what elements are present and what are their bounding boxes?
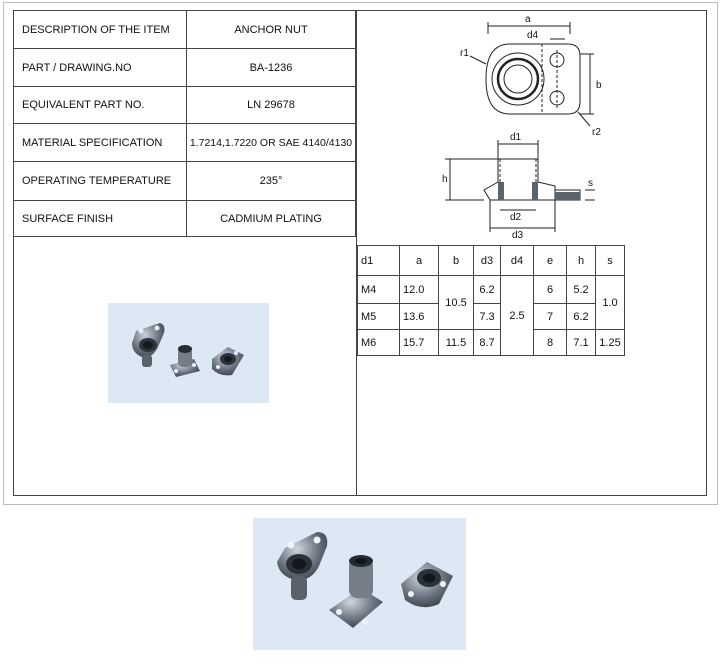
- spec-row: [14, 11, 356, 49]
- cell-d1: M6: [358, 330, 400, 356]
- cell-s: 1.25: [596, 330, 625, 356]
- cell-e: 6: [534, 276, 567, 304]
- spec-row: [14, 87, 356, 124]
- cell-d4-merged: 2.5: [501, 276, 534, 356]
- spec-value: 1.7214,1.7220 OR SAE 4140/4130: [187, 124, 356, 162]
- cell-h: 7.1: [567, 330, 596, 356]
- cell-d3: 8.7: [474, 330, 501, 356]
- nuts-illustration-large: [253, 518, 466, 650]
- cell-a: 13.6: [400, 304, 439, 330]
- spec-label: MATERIAL SPECIFICATION: [14, 124, 187, 162]
- cell-d3: 7.3: [474, 304, 501, 330]
- spec-table: [13, 10, 356, 237]
- label-d1: d1: [510, 132, 522, 143]
- spec-value: CADMIUM PLATING: [187, 201, 356, 237]
- header-e: e: [534, 246, 567, 276]
- cell-d1: M4: [358, 276, 400, 304]
- product-photo-large: [253, 518, 466, 650]
- cell-s-merged: 1.0: [596, 276, 625, 330]
- cell-b: 11.5: [439, 330, 474, 356]
- spec-value: BA-1236: [187, 49, 356, 87]
- spec-label: OPERATING TEMPERATURE: [14, 162, 187, 201]
- label-h: h: [442, 174, 448, 185]
- cell-e: 7: [534, 304, 567, 330]
- spec-value: ANCHOR NUT: [187, 11, 356, 49]
- spec-label: DESCRIPTION OF THE ITEM: [14, 11, 187, 49]
- spec-row: [14, 124, 356, 162]
- label-d2: d2: [510, 212, 522, 223]
- header-d1: d1: [358, 246, 400, 276]
- header-d4: d4: [501, 246, 534, 276]
- spec-row: [14, 201, 356, 237]
- label-b: b: [596, 80, 602, 91]
- technical-drawing: [430, 14, 620, 244]
- header-s: s: [596, 246, 625, 276]
- spec-label: SURFACE FINISH: [14, 201, 187, 237]
- header-h: h: [567, 246, 596, 276]
- nuts-illustration-small: [108, 303, 269, 403]
- product-photo-small: [108, 303, 269, 403]
- spec-value: 235°: [187, 162, 356, 201]
- spec-row: [14, 162, 356, 201]
- dims-row-m4: [358, 276, 625, 304]
- dimensions-table: [357, 245, 625, 356]
- dims-row-m6: [358, 330, 625, 356]
- spec-value: LN 29678: [187, 87, 356, 124]
- header-b: b: [439, 246, 474, 276]
- spec-label: PART / DRAWING.NO: [14, 49, 187, 87]
- cell-a: 12.0: [400, 276, 439, 304]
- label-a: a: [525, 14, 531, 25]
- cell-a: 15.7: [400, 330, 439, 356]
- dims-row-m5: [358, 304, 625, 330]
- spec-row: [14, 49, 356, 87]
- label-s: s: [588, 178, 593, 189]
- cell-h: 6.2: [567, 304, 596, 330]
- label-r2: r2: [592, 127, 601, 138]
- cell-h: 5.2: [567, 276, 596, 304]
- cell-d1: M5: [358, 304, 400, 330]
- spec-label: EQUIVALENT PART NO.: [14, 87, 187, 124]
- cell-e: 8: [534, 330, 567, 356]
- cell-d3: 6.2: [474, 276, 501, 304]
- label-r1: r1: [460, 48, 469, 59]
- header-d3: d3: [474, 246, 501, 276]
- dims-header-row: [358, 246, 625, 276]
- header-a: a: [400, 246, 439, 276]
- label-d3: d3: [512, 230, 524, 241]
- label-d4: d4: [527, 30, 539, 41]
- cell-b-merged: 10.5: [439, 276, 474, 330]
